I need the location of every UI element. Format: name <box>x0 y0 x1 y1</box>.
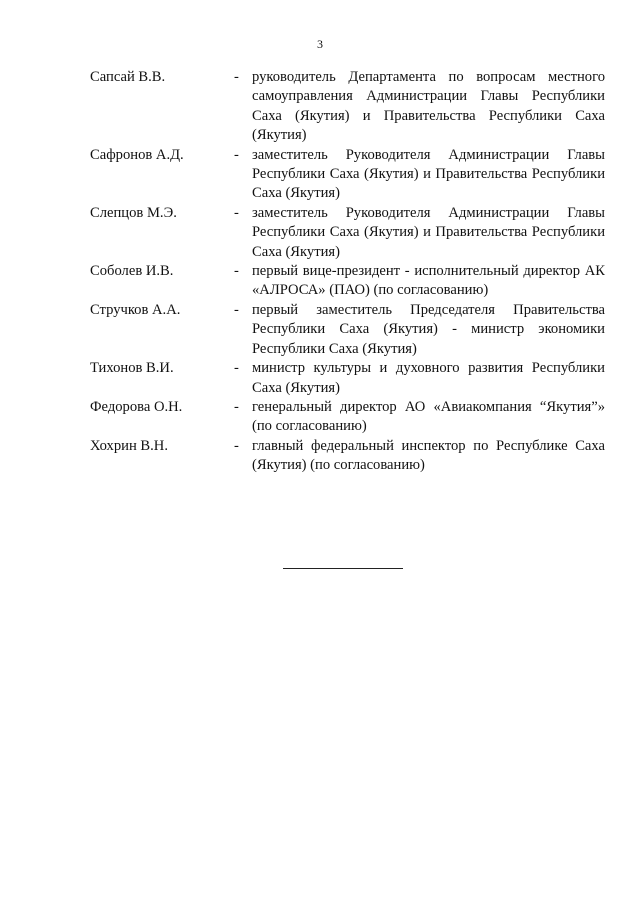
member-row <box>90 398 605 437</box>
member-name: Соболев И.В. <box>90 263 174 280</box>
member-dash: - <box>234 437 239 454</box>
member-position: заместитель Руководителя Администрации Главы Республики Саха (Якутия) и Правительства Республики Саха (Якутия) <box>252 204 605 260</box>
member-position: главный федеральный инспектор по Республике Саха (Якутия) (по согласованию) <box>252 437 605 474</box>
member-dash: - <box>234 204 239 221</box>
members-list <box>90 68 605 476</box>
member-dash: - <box>234 301 239 318</box>
member-row <box>90 146 605 204</box>
member-row <box>90 204 605 262</box>
member-position: первый вице-президент - исполнительный директор АК «АЛРОСА» (ПАО) (по согласованию) <box>252 263 605 299</box>
member-name: Сапсай В.В. <box>90 69 166 85</box>
member-dash: - <box>234 398 239 415</box>
member-position: руководитель Департамента по вопросам местного самоуправления Администрации Главы Республики Саха (Якутия) и Правительства Республики Саха (Якутия) <box>252 69 605 144</box>
member-dash: - <box>234 360 239 377</box>
member-name: Федорова О.Н. <box>90 398 183 415</box>
member-position: министр культуры и духовного развития Республики Саха (Якутия) <box>252 360 605 396</box>
member-dash: - <box>234 263 239 280</box>
member-name: Хохрин В.Н. <box>90 437 168 454</box>
member-name: Сафронов А.Д. <box>90 146 184 163</box>
member-dash: - <box>234 146 239 163</box>
member-row <box>90 301 605 359</box>
end-separator-line <box>283 568 403 569</box>
member-name: Слепцов М.Э. <box>90 204 177 221</box>
member-position: заместитель Руководителя Администрации Главы Республики Саха (Якутия) и Правительства Республики Саха (Якутия) <box>252 146 605 202</box>
member-name: Тихонов В.И. <box>90 360 174 377</box>
member-row <box>90 68 605 146</box>
member-position: генеральный директор АО «Авиакомпания “Якутия”» (по согласованию) <box>252 398 605 435</box>
member-row <box>90 262 605 301</box>
page-number: 3 <box>317 37 323 51</box>
member-row <box>90 359 605 398</box>
member-row <box>90 437 605 476</box>
member-dash: - <box>234 69 239 85</box>
member-position: первый заместитель Председателя Правительства Республики Саха (Якутия) - министр экономики Республики Саха (Якутия) <box>252 301 605 357</box>
member-name: Стручков А.А. <box>90 301 181 318</box>
